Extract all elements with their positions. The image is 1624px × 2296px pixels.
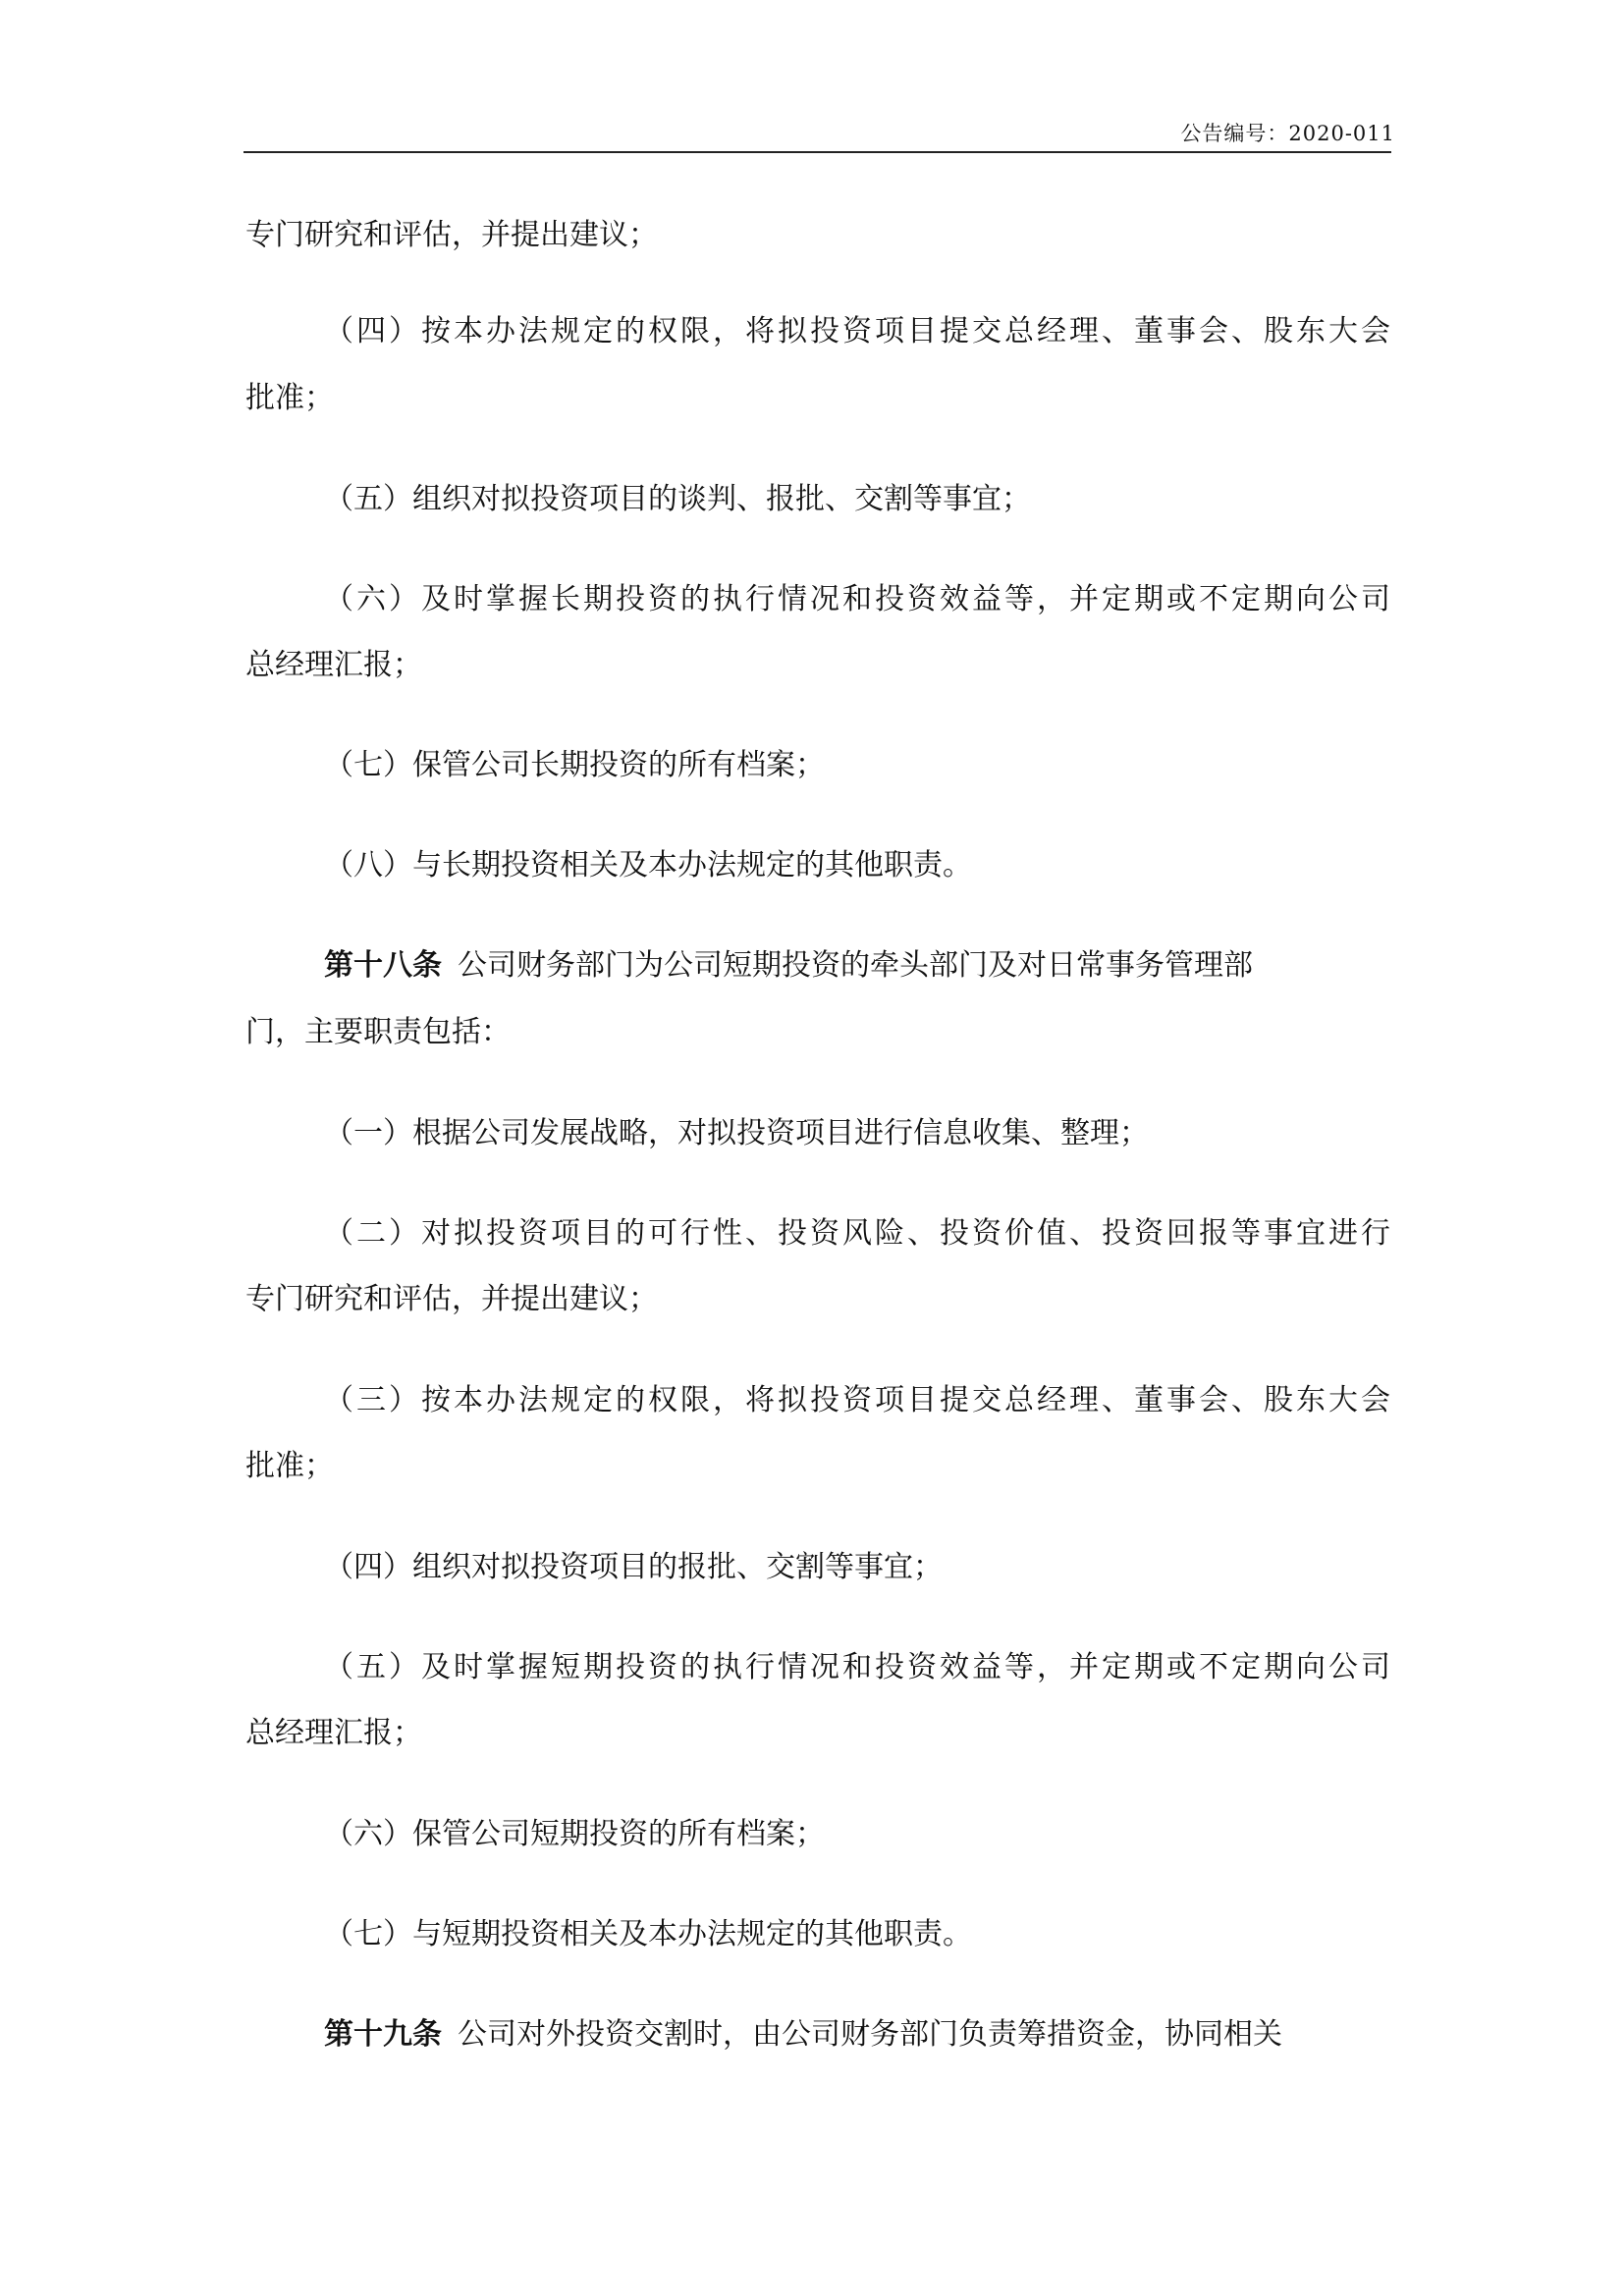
- article-text: 公司财务部门为公司短期投资的牵头部门及对日常事务管理部: [458, 948, 1253, 983]
- header-rule: [244, 151, 1391, 153]
- article-title: 第十八条: [324, 948, 442, 983]
- article-line: [324, 2015, 1390, 2055]
- paragraph-line: 批准；: [245, 381, 334, 415]
- paragraph-line: 专门研究和评估，并提出建议；: [245, 1282, 658, 1316]
- paragraph-line: 总经理汇报；: [245, 648, 422, 682]
- article-line: [324, 946, 1390, 986]
- article-text: 公司对外投资交割时，由公司财务部门负责筹措资金，协同相关: [458, 2017, 1282, 2052]
- paragraph-line: 专门研究和评估，并提出建议；: [245, 218, 658, 252]
- paragraph-line: （四）按本办法规定的权限，将拟投资项目提交总经理、董事会、股东大会: [324, 314, 1390, 348]
- paragraph-line: 门，主要职责包括：: [245, 1015, 511, 1049]
- paragraph-line: 批准；: [245, 1449, 334, 1483]
- paragraph-line: （五）组织对拟投资项目的谈判、报批、交割等事宜；: [324, 482, 1031, 516]
- paragraph-line: （三）按本办法规定的权限，将拟投资项目提交总经理、董事会、股东大会: [324, 1383, 1390, 1417]
- paragraph-line: （一）根据公司发展战略，对拟投资项目进行信息收集、整理；: [324, 1116, 1149, 1150]
- header-announcement-no: 公告编号：2020-011: [1180, 122, 1395, 145]
- paragraph-line: （七）保管公司长期投资的所有档案；: [324, 748, 825, 782]
- paragraph-line: （二）对拟投资项目的可行性、投资风险、投资价值、投资回报等事宜进行: [324, 1216, 1390, 1251]
- paragraph-line: （六）及时掌握长期投资的执行情况和投资效益等，并定期或不定期向公司: [324, 582, 1390, 616]
- paragraph-line: （八）与长期投资相关及本办法规定的其他职责。: [324, 848, 972, 882]
- paragraph-line: （四）组织对拟投资项目的报批、交割等事宜；: [324, 1550, 943, 1584]
- article-title: 第十九条: [324, 2017, 442, 2052]
- paragraph-line: （五）及时掌握短期投资的执行情况和投资效益等，并定期或不定期向公司: [324, 1650, 1390, 1684]
- paragraph-line: （六）保管公司短期投资的所有档案；: [324, 1817, 825, 1851]
- paragraph-line: 总经理汇报；: [245, 1716, 422, 1750]
- paragraph-line: （七）与短期投资相关及本办法规定的其他职责。: [324, 1917, 972, 1951]
